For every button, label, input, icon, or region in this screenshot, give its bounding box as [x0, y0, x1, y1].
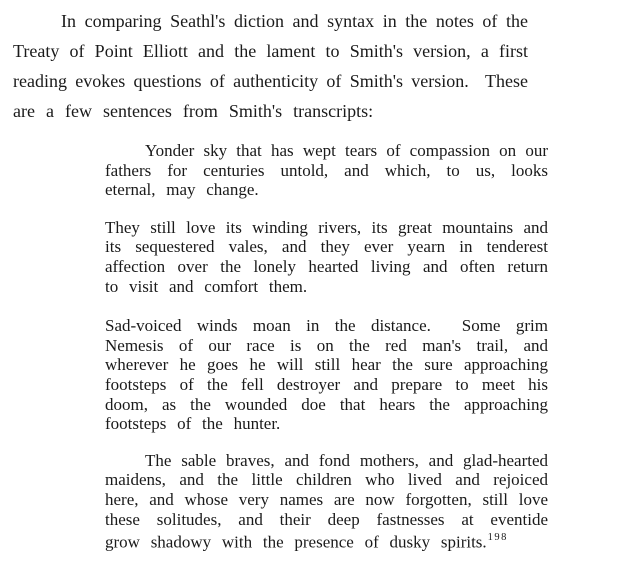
text-line: Sad-voiced winds moan in the distance. Some grim [105, 316, 548, 336]
text-line: eternal, may change. [105, 180, 259, 200]
text-line: They still love its winding rivers, its great mountains and [105, 217, 548, 237]
text-line: maidens, and the little children who lived and rejoiced [105, 470, 548, 490]
text-line: fathers for centuries untold, and which, to us, looks [105, 160, 548, 180]
text-line-body: grow shadowy with the presence of dusky spirits. [105, 532, 487, 552]
text-line: affection over the lonely hearted living and often return [105, 256, 548, 276]
text-line: to visit and comfort them. [105, 276, 308, 296]
block-quote-2 [105, 218, 548, 296]
text-line: wherever he goes he will still hear the sure approaching [105, 355, 548, 375]
text-line: Nemesis of our race is on the red man's trail, and [105, 335, 548, 355]
text-line: Treaty of Point Elliott and the lament to Smith's version, a first [13, 41, 528, 61]
text-line: these solitudes, and their deep fastnesses at eventide [105, 509, 548, 529]
block-quote-3 [105, 316, 548, 434]
text-line: footsteps of the hunter. [105, 414, 281, 434]
footnote-ref: 198 [487, 532, 508, 544]
text-line: The sable braves, and fond mothers, and glad-hearted [145, 450, 548, 470]
text-line: In comparing Seathl's diction and syntax in the notes of the [61, 11, 528, 31]
text-line: here, and whose very names are now forgotten, still love [105, 489, 548, 509]
block-quote-4 [105, 451, 548, 553]
text-line: are a few sentences from Smith's transcripts: [13, 101, 374, 121]
text-line: Yonder sky that has wept tears of compassion on our [145, 141, 548, 160]
text-line [105, 529, 548, 552]
text-line: footsteps of the fell destroyer and prepare to meet his [105, 374, 548, 394]
text-line: reading evokes questions of authenticity of Smith's version. These [13, 71, 528, 91]
text-line: doom, as the wounded doe that hears the approaching [105, 394, 548, 414]
intro-paragraph [13, 6, 528, 126]
block-quote-1 [105, 141, 548, 200]
text-line: its sequestered vales, and they ever yearn in tenderest [105, 237, 548, 257]
